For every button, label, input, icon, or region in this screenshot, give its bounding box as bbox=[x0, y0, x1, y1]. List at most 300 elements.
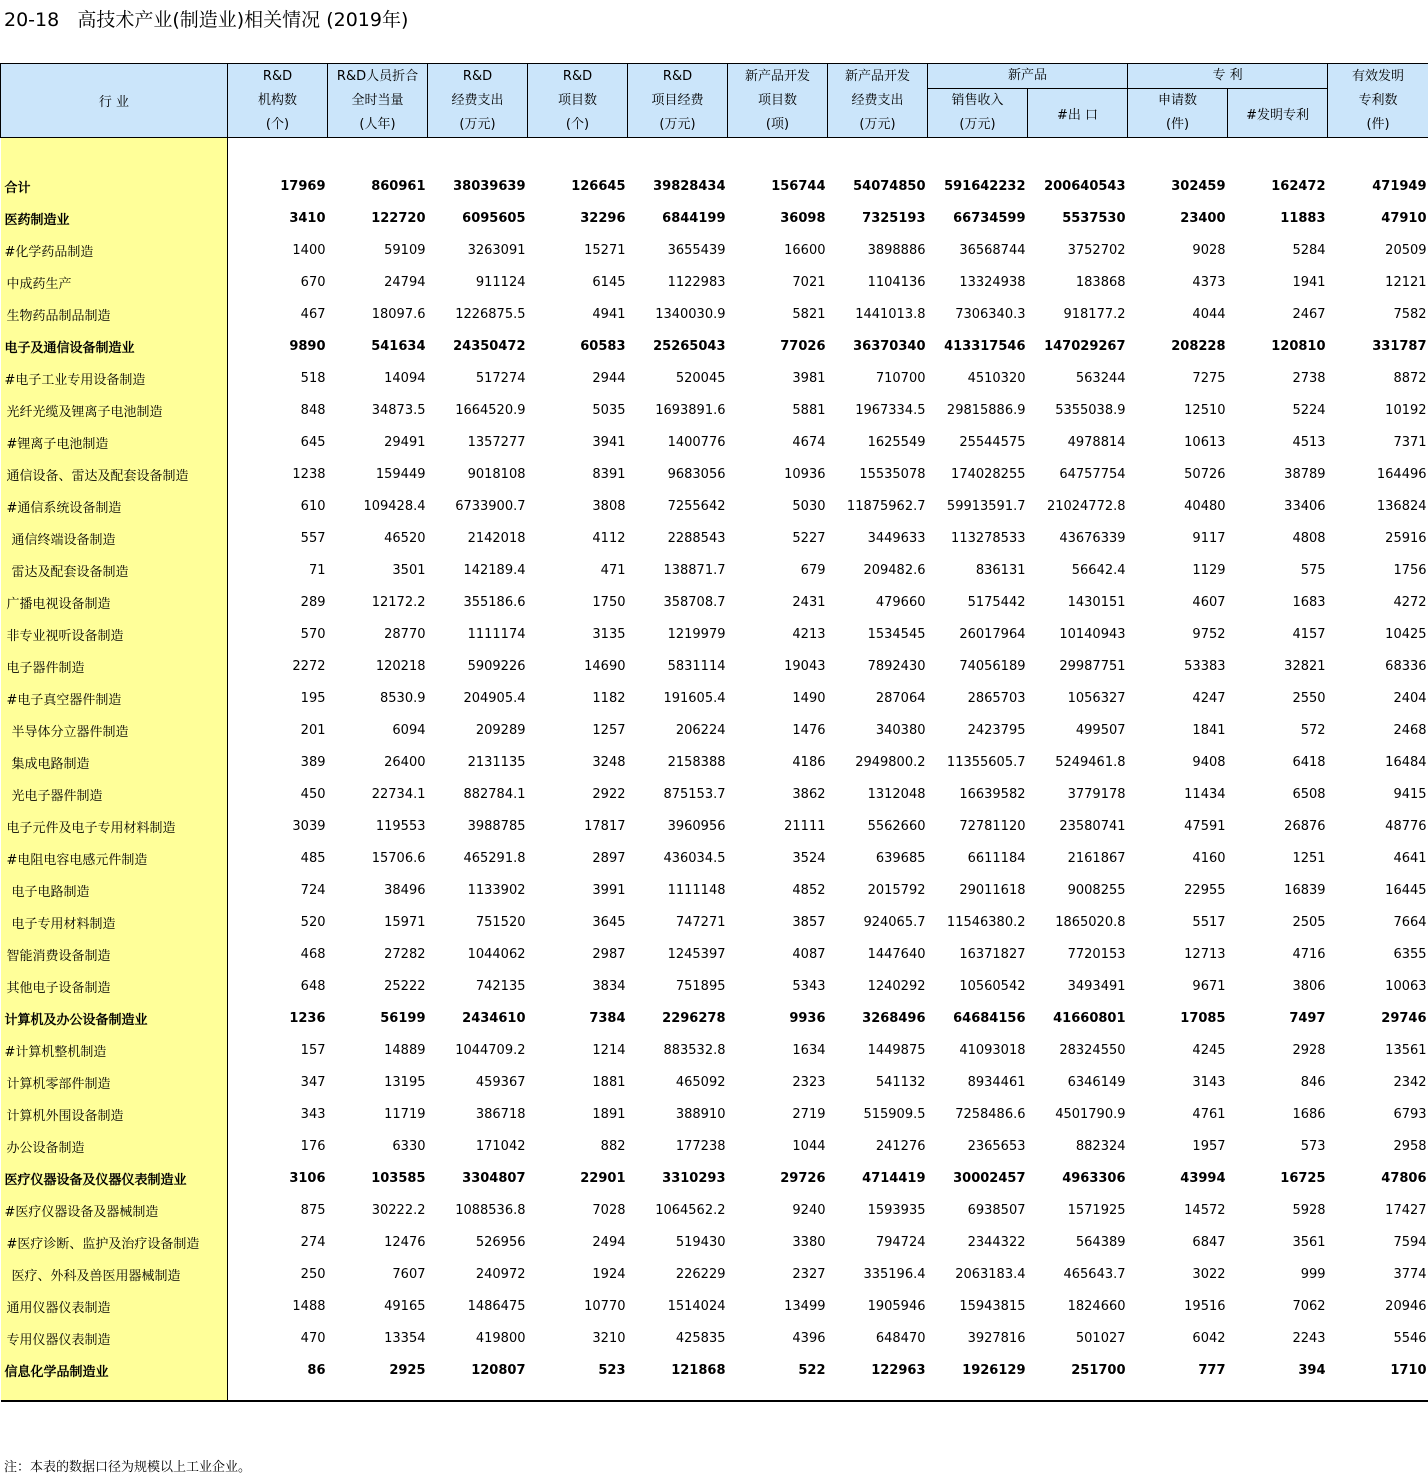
value-cell-c3: 6733900.7 bbox=[455, 498, 526, 514]
header-col-12: 有效发明 专利数 (件) bbox=[1328, 64, 1428, 138]
value-cell-c10: 14572 bbox=[1184, 1202, 1226, 1218]
value-cell-c3: 5909226 bbox=[467, 658, 526, 674]
blank-cell bbox=[1328, 1386, 1428, 1401]
header-col-10: 申请数 (件) bbox=[1128, 89, 1228, 138]
table-body bbox=[1, 138, 1428, 1402]
value-cell-c4: 5035 bbox=[592, 402, 626, 418]
value-cell-c11: 162472 bbox=[1271, 178, 1326, 194]
value-cell-c9: 3752702 bbox=[1067, 242, 1126, 258]
value-cell-c9: 4963306 bbox=[1062, 1170, 1126, 1186]
industry-name: #通信系统设备制造 bbox=[1, 490, 228, 522]
value-cell-c11: 2550 bbox=[1292, 690, 1326, 706]
value-cell-c3: 1226875.5 bbox=[455, 306, 526, 322]
value-cell-c7: 794724 bbox=[875, 1234, 926, 1250]
value-cell-c11: 11883 bbox=[1280, 210, 1326, 226]
value-cell-c4: 10770 bbox=[584, 1298, 626, 1314]
value-cell-c4: 2494 bbox=[592, 1234, 626, 1250]
value-cell-c1: 195 bbox=[300, 690, 326, 706]
value-cell-c9: 4501790.9 bbox=[1055, 1106, 1126, 1122]
value-cell-c6: 679 bbox=[800, 562, 826, 578]
table-row bbox=[1, 874, 1428, 906]
value-cell-c10: 23400 bbox=[1180, 210, 1226, 226]
value-cell-c12: 4272 bbox=[1393, 594, 1427, 610]
blank-cell bbox=[1128, 1386, 1228, 1401]
blank-cell bbox=[1028, 138, 1128, 171]
value-cell-c6: 19043 bbox=[784, 658, 826, 674]
value-cell-c1: 610 bbox=[300, 498, 326, 514]
value-cell-c6: 4674 bbox=[792, 434, 826, 450]
value-cell-c5: 5831114 bbox=[667, 658, 726, 674]
value-cell-c4: 2922 bbox=[592, 786, 626, 802]
value-cell-c11: 3561 bbox=[1292, 1234, 1326, 1250]
value-cell-c5: 1111148 bbox=[667, 882, 726, 898]
industry-name: 医药制造业 bbox=[1, 202, 228, 234]
value-cell-c12: 7371 bbox=[1393, 434, 1427, 450]
value-cell-c7: 3449633 bbox=[867, 530, 926, 546]
value-cell-c2: 11719 bbox=[384, 1106, 426, 1122]
blank-cell bbox=[1128, 138, 1228, 171]
table-row bbox=[1, 490, 1428, 522]
value-cell-c8: 2063183.4 bbox=[955, 1266, 1026, 1282]
industry-name: 集成电路制造 bbox=[1, 746, 228, 778]
value-cell-c11: 6508 bbox=[1292, 786, 1326, 802]
value-cell-c10: 4607 bbox=[1192, 594, 1226, 610]
value-cell-c10: 1129 bbox=[1192, 562, 1226, 578]
value-cell-c2: 6330 bbox=[392, 1138, 426, 1154]
value-cell-c1: 3106 bbox=[289, 1170, 326, 1186]
value-cell-c8: 30002457 bbox=[953, 1170, 1026, 1186]
value-cell-c4: 2897 bbox=[592, 850, 626, 866]
value-cell-c8: 8934461 bbox=[967, 1074, 1026, 1090]
value-cell-c8: 2365653 bbox=[967, 1138, 1026, 1154]
value-cell-c9: 3779178 bbox=[1067, 786, 1126, 802]
value-cell-c8: 29815886.9 bbox=[946, 402, 1026, 418]
value-cell-c12: 3774 bbox=[1393, 1266, 1427, 1282]
value-cell-c7: 241276 bbox=[875, 1138, 926, 1154]
value-cell-c8: 1926129 bbox=[962, 1362, 1026, 1378]
value-cell-c8: 66734599 bbox=[953, 210, 1026, 226]
value-cell-c6: 4852 bbox=[792, 882, 826, 898]
value-cell-c5: 1400776 bbox=[667, 434, 726, 450]
value-cell-c11: 1686 bbox=[1292, 1106, 1326, 1122]
header-col-8: 销售收入 (万元) bbox=[928, 89, 1028, 138]
value-cell-c6: 4186 bbox=[792, 754, 826, 770]
value-cell-c1: 648 bbox=[300, 978, 326, 994]
value-cell-c5: 121868 bbox=[671, 1362, 726, 1378]
industry-name: 广播电视设备制造 bbox=[1, 586, 228, 618]
value-cell-c1: 470 bbox=[300, 1330, 326, 1346]
value-cell-c8: 413317546 bbox=[944, 338, 1026, 354]
value-cell-c7: 7892430 bbox=[867, 658, 926, 674]
industry-name: 生物药品制品制造 bbox=[1, 298, 228, 330]
value-cell-c10: 9752 bbox=[1192, 626, 1226, 642]
value-cell-c8: 6611184 bbox=[967, 850, 1026, 866]
value-cell-c3: 419800 bbox=[475, 1330, 526, 1346]
blank-cell bbox=[728, 1386, 828, 1401]
value-cell-c9: 41660801 bbox=[1053, 1010, 1126, 1026]
industry-name: 医疗、外科及兽医用器械制造 bbox=[1, 1258, 228, 1290]
industry-name: #电阻电容电感元件制造 bbox=[1, 842, 228, 874]
blank-cell bbox=[628, 138, 728, 171]
value-cell-c1: 3039 bbox=[292, 818, 326, 834]
value-cell-c7: 1625549 bbox=[867, 434, 926, 450]
value-cell-c1: 1236 bbox=[289, 1010, 326, 1026]
value-cell-c5: 1245397 bbox=[667, 946, 726, 962]
value-cell-c3: 3263091 bbox=[467, 242, 526, 258]
value-cell-c1: 343 bbox=[300, 1106, 326, 1122]
value-cell-c1: 848 bbox=[300, 402, 326, 418]
value-cell-c12: 16445 bbox=[1385, 882, 1427, 898]
blank-cell bbox=[628, 1386, 728, 1401]
value-cell-c7: 122963 bbox=[871, 1362, 926, 1378]
value-cell-c5: 1219979 bbox=[667, 626, 726, 642]
table-row bbox=[1, 938, 1428, 970]
spacer-row bbox=[1, 138, 1428, 171]
value-cell-c10: 43994 bbox=[1180, 1170, 1226, 1186]
value-cell-c8: 2344322 bbox=[967, 1234, 1026, 1250]
value-cell-c2: 8530.9 bbox=[380, 690, 426, 706]
value-cell-c2: 109428.4 bbox=[363, 498, 426, 514]
value-cell-c11: 999 bbox=[1300, 1266, 1326, 1282]
value-cell-c4: 17817 bbox=[584, 818, 626, 834]
value-cell-c4: 3645 bbox=[592, 914, 626, 930]
table-row bbox=[1, 682, 1428, 714]
value-cell-c5: 520045 bbox=[675, 370, 726, 386]
value-cell-c5: 1514024 bbox=[667, 1298, 726, 1314]
value-cell-c5: 425835 bbox=[675, 1330, 726, 1346]
value-cell-c2: 30222.2 bbox=[371, 1202, 426, 1218]
industry-name: 电子专用材料制造 bbox=[1, 906, 228, 938]
blank-cell bbox=[228, 138, 328, 171]
value-cell-c9: 21024772.8 bbox=[1046, 498, 1126, 514]
value-cell-c2: 13195 bbox=[384, 1074, 426, 1090]
value-cell-c8: 64684156 bbox=[953, 1010, 1026, 1026]
value-cell-c12: 29746 bbox=[1381, 1010, 1427, 1026]
value-cell-c8: 5175442 bbox=[967, 594, 1026, 610]
value-cell-c2: 18097.6 bbox=[371, 306, 426, 322]
value-cell-c10: 4245 bbox=[1192, 1042, 1226, 1058]
value-cell-c2: 46520 bbox=[384, 530, 426, 546]
value-cell-c7: 3268496 bbox=[862, 1010, 926, 1026]
value-cell-c6: 3862 bbox=[792, 786, 826, 802]
value-cell-c8: 836131 bbox=[975, 562, 1026, 578]
value-cell-c9: 2161867 bbox=[1067, 850, 1126, 866]
value-cell-c1: 201 bbox=[300, 722, 326, 738]
value-cell-c3: 2131135 bbox=[467, 754, 526, 770]
value-cell-c3: 9018108 bbox=[467, 466, 526, 482]
value-cell-c7: 335196.4 bbox=[863, 1266, 926, 1282]
value-cell-c6: 21111 bbox=[784, 818, 826, 834]
value-cell-c1: 450 bbox=[300, 786, 326, 802]
value-cell-c5: 3655439 bbox=[667, 242, 726, 258]
value-cell-c10: 9408 bbox=[1192, 754, 1226, 770]
value-cell-c10: 22955 bbox=[1184, 882, 1226, 898]
value-cell-c10: 11434 bbox=[1184, 786, 1226, 802]
value-cell-c1: 670 bbox=[300, 274, 326, 290]
value-cell-c12: 8872 bbox=[1393, 370, 1427, 386]
value-cell-c4: 3834 bbox=[592, 978, 626, 994]
value-cell-c1: 645 bbox=[300, 434, 326, 450]
table-row bbox=[1, 1130, 1428, 1162]
value-cell-c7: 287064 bbox=[875, 690, 926, 706]
blank-cell bbox=[428, 138, 528, 171]
header-col-1: R&D 机构数 (个) bbox=[228, 64, 328, 138]
industry-name: #医疗诊断、监护及治疗设备制造 bbox=[1, 1226, 228, 1258]
value-cell-c9: 501027 bbox=[1075, 1330, 1126, 1346]
value-cell-c10: 3143 bbox=[1192, 1074, 1226, 1090]
industry-name: 光纤光缆及锂离子电池制造 bbox=[1, 394, 228, 426]
value-cell-c10: 9671 bbox=[1192, 978, 1226, 994]
value-cell-c3: 459367 bbox=[475, 1074, 526, 1090]
value-cell-c2: 28770 bbox=[384, 626, 426, 642]
value-cell-c11: 4716 bbox=[1292, 946, 1326, 962]
value-cell-c1: 557 bbox=[300, 530, 326, 546]
value-cell-c7: 479660 bbox=[875, 594, 926, 610]
value-cell-c11: 5284 bbox=[1292, 242, 1326, 258]
value-cell-c7: 5562660 bbox=[867, 818, 926, 834]
industry-name: 办公设备制造 bbox=[1, 1130, 228, 1162]
value-cell-c1: 485 bbox=[300, 850, 326, 866]
value-cell-c11: 16839 bbox=[1284, 882, 1326, 898]
value-cell-c9: 3493491 bbox=[1067, 978, 1126, 994]
value-cell-c3: 355186.6 bbox=[463, 594, 526, 610]
value-cell-c4: 4112 bbox=[592, 530, 626, 546]
industry-name: 非专业视听设备制造 bbox=[1, 618, 228, 650]
value-cell-c12: 331787 bbox=[1372, 338, 1427, 354]
value-cell-c5: 1340030.9 bbox=[655, 306, 726, 322]
value-cell-c2: 15706.6 bbox=[371, 850, 426, 866]
value-cell-c6: 5343 bbox=[792, 978, 826, 994]
value-cell-c6: 1490 bbox=[792, 690, 826, 706]
value-cell-c5: 206224 bbox=[675, 722, 726, 738]
table-row bbox=[1, 522, 1428, 554]
industry-name: 半导体分立器件制造 bbox=[1, 714, 228, 746]
value-cell-c8: 13324938 bbox=[959, 274, 1026, 290]
value-cell-c4: 22901 bbox=[580, 1170, 626, 1186]
value-cell-c6: 10936 bbox=[784, 466, 826, 482]
table-row bbox=[1, 330, 1428, 362]
value-cell-c5: 6844199 bbox=[662, 210, 726, 226]
value-cell-c7: 209482.6 bbox=[863, 562, 926, 578]
value-cell-c4: 3248 bbox=[592, 754, 626, 770]
value-cell-c6: 5881 bbox=[792, 402, 826, 418]
value-cell-c12: 7664 bbox=[1393, 914, 1427, 930]
value-cell-c12: 68336 bbox=[1385, 658, 1427, 674]
value-cell-c8: 74056189 bbox=[959, 658, 1026, 674]
value-cell-c11: 38789 bbox=[1284, 466, 1326, 482]
value-cell-c2: 2925 bbox=[389, 1362, 426, 1378]
value-cell-c10: 53383 bbox=[1184, 658, 1226, 674]
table-header bbox=[1, 64, 1428, 138]
value-cell-c7: 1441013.8 bbox=[855, 306, 926, 322]
value-cell-c1: 2272 bbox=[292, 658, 326, 674]
value-cell-c6: 156744 bbox=[771, 178, 826, 194]
value-cell-c11: 575 bbox=[1300, 562, 1326, 578]
value-cell-c4: 1214 bbox=[592, 1042, 626, 1058]
header-industry: 行 业 bbox=[1, 64, 228, 138]
value-cell-c6: 3981 bbox=[792, 370, 826, 386]
value-cell-c8: 174028255 bbox=[951, 466, 1026, 482]
value-cell-c1: 347 bbox=[300, 1074, 326, 1090]
industry-name: 电子元件及电子专用材料制造 bbox=[1, 810, 228, 842]
value-cell-c5: 519430 bbox=[675, 1234, 726, 1250]
industry-name: 通信终端设备制造 bbox=[1, 522, 228, 554]
value-cell-c1: 518 bbox=[300, 370, 326, 386]
header-col-5: R&D 项目经费 (万元) bbox=[628, 64, 728, 138]
value-cell-c7: 924065.7 bbox=[863, 914, 926, 930]
value-cell-c4: 2987 bbox=[592, 946, 626, 962]
value-cell-c9: 882324 bbox=[1075, 1138, 1126, 1154]
value-cell-c10: 6042 bbox=[1192, 1330, 1226, 1346]
value-cell-c4: 15271 bbox=[584, 242, 626, 258]
header-col-11: #发明专利 bbox=[1228, 89, 1328, 138]
value-cell-c8: 16639582 bbox=[959, 786, 1026, 802]
value-cell-c12: 10425 bbox=[1385, 626, 1427, 642]
value-cell-c9: 6346149 bbox=[1067, 1074, 1126, 1090]
table-row bbox=[1, 842, 1428, 874]
value-cell-c12: 13561 bbox=[1385, 1042, 1427, 1058]
value-cell-c8: 7306340.3 bbox=[955, 306, 1026, 322]
value-cell-c9: 1056327 bbox=[1067, 690, 1126, 706]
blank-cell bbox=[828, 1386, 928, 1401]
value-cell-c9: 10140943 bbox=[1059, 626, 1126, 642]
value-cell-c12: 1756 bbox=[1393, 562, 1427, 578]
value-cell-c5: 465092 bbox=[675, 1074, 726, 1090]
value-cell-c3: 38039639 bbox=[453, 178, 526, 194]
value-cell-c4: 4941 bbox=[592, 306, 626, 322]
value-cell-c9: 5355038.9 bbox=[1055, 402, 1126, 418]
industry-name: 通信设备、雷达及配套设备制造 bbox=[1, 458, 228, 490]
value-cell-c7: 11875962.7 bbox=[846, 498, 926, 514]
blank-cell bbox=[928, 1386, 1028, 1401]
value-cell-c4: 126645 bbox=[571, 178, 626, 194]
value-cell-c2: 159449 bbox=[375, 466, 426, 482]
value-cell-c10: 4761 bbox=[1192, 1106, 1226, 1122]
value-cell-c1: 1238 bbox=[292, 466, 326, 482]
value-cell-c9: 918177.2 bbox=[1063, 306, 1126, 322]
blank-cell bbox=[928, 138, 1028, 171]
table-row bbox=[1, 970, 1428, 1002]
value-cell-c11: 120810 bbox=[1271, 338, 1326, 354]
value-cell-c9: 9008255 bbox=[1067, 882, 1126, 898]
value-cell-c2: 122720 bbox=[371, 210, 426, 226]
value-cell-c10: 12713 bbox=[1184, 946, 1226, 962]
value-cell-c4: 523 bbox=[598, 1362, 626, 1378]
value-cell-c9: 4978814 bbox=[1067, 434, 1126, 450]
value-cell-c6: 1634 bbox=[792, 1042, 826, 1058]
value-cell-c11: 7062 bbox=[1292, 1298, 1326, 1314]
value-cell-c3: 526956 bbox=[475, 1234, 526, 1250]
value-cell-c1: 570 bbox=[300, 626, 326, 642]
value-cell-c3: 1133902 bbox=[467, 882, 526, 898]
value-cell-c11: 33406 bbox=[1284, 498, 1326, 514]
value-cell-c5: 875153.7 bbox=[663, 786, 726, 802]
value-cell-c12: 9415 bbox=[1393, 786, 1427, 802]
value-cell-c11: 2738 bbox=[1292, 370, 1326, 386]
value-cell-c10: 10613 bbox=[1184, 434, 1226, 450]
value-cell-c5: 388910 bbox=[675, 1106, 726, 1122]
table-row bbox=[1, 362, 1428, 394]
header-col-4: R&D 项目数 (个) bbox=[528, 64, 628, 138]
value-cell-c12: 2404 bbox=[1393, 690, 1427, 706]
value-cell-c10: 5517 bbox=[1192, 914, 1226, 930]
industry-name: 电子电路制造 bbox=[1, 874, 228, 906]
value-cell-c10: 302459 bbox=[1171, 178, 1226, 194]
value-cell-c10: 4247 bbox=[1192, 690, 1226, 706]
value-cell-c7: 3898886 bbox=[867, 242, 926, 258]
value-cell-c6: 1476 bbox=[792, 722, 826, 738]
value-cell-c12: 10063 bbox=[1385, 978, 1427, 994]
value-cell-c7: 15535078 bbox=[859, 466, 926, 482]
blank-cell bbox=[1028, 1386, 1128, 1401]
value-cell-c12: 17427 bbox=[1385, 1202, 1427, 1218]
header-col-6: 新产品开发 项目数 (项) bbox=[728, 64, 828, 138]
value-cell-c3: 6095605 bbox=[462, 210, 526, 226]
value-cell-c3: 3304807 bbox=[462, 1170, 526, 1186]
value-cell-c6: 4087 bbox=[792, 946, 826, 962]
value-cell-c5: 191605.4 bbox=[663, 690, 726, 706]
value-cell-c12: 20946 bbox=[1385, 1298, 1427, 1314]
value-cell-c12: 6793 bbox=[1393, 1106, 1427, 1122]
value-cell-c2: 12172.2 bbox=[371, 594, 426, 610]
value-cell-c5: 2158388 bbox=[667, 754, 726, 770]
value-cell-c7: 515909.5 bbox=[863, 1106, 926, 1122]
value-cell-c12: 10192 bbox=[1385, 402, 1427, 418]
value-cell-c1: 86 bbox=[307, 1362, 326, 1378]
table-row bbox=[1, 1066, 1428, 1098]
value-cell-c8: 72781120 bbox=[959, 818, 1026, 834]
value-cell-c3: 882784.1 bbox=[463, 786, 526, 802]
value-cell-c7: 1593935 bbox=[867, 1202, 926, 1218]
value-cell-c12: 2342 bbox=[1393, 1074, 1427, 1090]
value-cell-c6: 5030 bbox=[792, 498, 826, 514]
value-cell-c3: 1357277 bbox=[467, 434, 526, 450]
table-row bbox=[1, 1290, 1428, 1322]
value-cell-c2: 26400 bbox=[384, 754, 426, 770]
value-cell-c11: 6418 bbox=[1292, 754, 1326, 770]
value-cell-c11: 2243 bbox=[1292, 1330, 1326, 1346]
value-cell-c9: 1824660 bbox=[1067, 1298, 1126, 1314]
value-cell-c10: 208228 bbox=[1171, 338, 1226, 354]
value-cell-c2: 860961 bbox=[371, 178, 426, 194]
value-cell-c2: 14889 bbox=[384, 1042, 426, 1058]
value-cell-c6: 16600 bbox=[784, 242, 826, 258]
value-cell-c2: 15971 bbox=[384, 914, 426, 930]
value-cell-c4: 32296 bbox=[580, 210, 626, 226]
value-cell-c12: 136824 bbox=[1376, 498, 1427, 514]
value-cell-c5: 226229 bbox=[675, 1266, 726, 1282]
value-cell-c6: 3380 bbox=[792, 1234, 826, 1250]
value-cell-c8: 10560542 bbox=[959, 978, 1026, 994]
industry-name: 计算机及办公设备制造业 bbox=[1, 1002, 228, 1034]
blank-cell bbox=[528, 138, 628, 171]
value-cell-c3: 24350472 bbox=[453, 338, 526, 354]
header-col-7: 新产品开发 经费支出 (万元) bbox=[828, 64, 928, 138]
value-cell-c8: 7258486.6 bbox=[955, 1106, 1026, 1122]
value-cell-c4: 1924 bbox=[592, 1266, 626, 1282]
value-cell-c4: 1750 bbox=[592, 594, 626, 610]
value-cell-c11: 26876 bbox=[1284, 818, 1326, 834]
blank-cell bbox=[328, 1386, 428, 1401]
value-cell-c12: 471949 bbox=[1372, 178, 1427, 194]
value-cell-c1: 468 bbox=[300, 946, 326, 962]
value-cell-c7: 2949800.2 bbox=[855, 754, 926, 770]
value-cell-c5: 138871.7 bbox=[663, 562, 726, 578]
blank-cell bbox=[528, 1386, 628, 1401]
value-cell-c6: 5821 bbox=[792, 306, 826, 322]
value-cell-c11: 2467 bbox=[1292, 306, 1326, 322]
value-cell-c1: 1488 bbox=[292, 1298, 326, 1314]
